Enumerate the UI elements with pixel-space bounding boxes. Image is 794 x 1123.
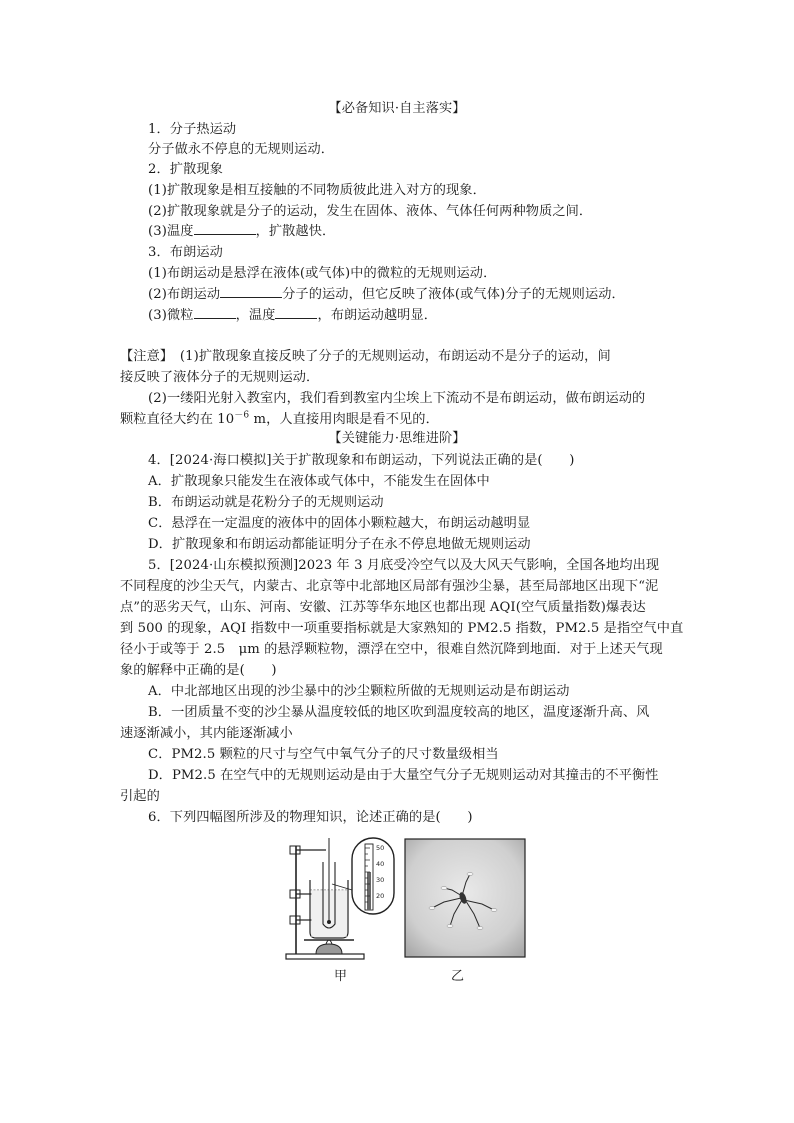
q5-option-a: A．中北部地区出现的沙尘暴中的沙尘颗粒所做的无规则运动是布朗运动	[148, 684, 570, 699]
q5-option-b-2: 速逐渐减小，其内能逐渐减小	[120, 726, 293, 741]
q6-stem: 6．下列四幅图所涉及的物理知识，论述正确的是( )	[148, 810, 473, 825]
q5-line-1: 5．[2024·山东模拟预测]2023 年 3 月底受冷空气以及大风天气影响，全国各地均出现	[148, 558, 660, 573]
fill-blank	[194, 222, 256, 235]
k2-item-3	[148, 222, 335, 242]
fill-blank	[220, 285, 282, 298]
q5-option-d-2: 引起的	[120, 789, 160, 804]
q4-option-a: A．扩散现象只能发生在液体或气体中，不能发生在固体中	[148, 474, 490, 489]
q5-line-4: 到 500 的现象，AQI 指数中一项重要指标就是大家熟知的 PM2.5 指数，PM2.5 是指空气中直	[120, 621, 684, 636]
k2-item-1: (1)扩散现象是相互接触的不同物质彼此进入对方的现象．	[148, 183, 486, 198]
k3-item-3	[148, 306, 437, 326]
q5-line-3: 点”的恶劣天气，山东、河南、安徽、江苏等华东地区也都出现 AQI(空气质量指数)爆表达	[120, 600, 646, 615]
figure-jia-label: 甲	[334, 969, 348, 984]
k3-item-1: (1)布朗运动是悬浮在液体(或气体)中的微粒的无规则运动．	[148, 266, 497, 281]
q5-option-d-1: D．PM2.5 在空气中的无规则运动是由于大量空气分子无规则运动对其撞击的不平衡性	[148, 768, 659, 783]
exponent: －6	[234, 410, 250, 421]
k1-body: 分子做永不停息的无规则运动．	[148, 142, 335, 157]
k3-item-2-post: 分子的运动，但它反映了液体(或气体)分子的无规则运动．	[282, 287, 625, 302]
note-line-2a: (2)一缕阳光射入教室内，我们看到教室内尘埃上下流动不是布朗运动，做布朗运动的	[148, 391, 646, 406]
k1-title: 1．分子热运动	[148, 122, 237, 137]
q5-option-b-1: B．一团质量不变的沙尘暴从温度较低的地区吹到温度较高的地区，温度逐渐升高、风	[148, 705, 650, 720]
note-line-2b-post: m，人直接用肉眼是看不见的．	[249, 412, 439, 427]
q4-option-b: B．布朗运动就是花粉分子的无规则运动	[148, 495, 384, 510]
note-line-2b-pre: 颗粒直径大约在 10	[120, 412, 235, 427]
thermo-tick-20: 20	[376, 892, 385, 900]
figure-yi-label: 乙	[451, 969, 465, 984]
k3-item-3-pre: (3)微粒	[148, 308, 194, 323]
q5-line-6: 象的解释中正确的是( )	[120, 663, 277, 678]
note-line-2b	[120, 410, 439, 430]
figure-jia-thermometer-apparatus	[282, 832, 402, 964]
note-line-1b: 接反映了液体分子的无规则运动．	[120, 370, 320, 385]
fill-blank	[194, 306, 236, 319]
thermo-tick-50: 50	[376, 844, 385, 852]
k2-item-3-post: ，扩散越快．	[255, 224, 336, 239]
q4-option-d: D．扩散现象和布朗运动都能证明分子在永不停息地做无规则运动	[148, 537, 531, 552]
section-title-ability: 【关键能力·思维进阶】	[328, 431, 466, 446]
k2-title: 2．扩散现象	[148, 162, 223, 177]
q5-line-2: 不同程度的沙尘天气，内蒙古、北京等中北部地区局部有强沙尘暴，甚至局部地区出现下“泥	[120, 579, 659, 594]
k3-title: 3．布朗运动	[148, 245, 223, 260]
q5-line-5: 径小于或等于 2.5 μm 的悬浮颗粒物，漂浮在空中，很难自然沉降到地面．对于上述天气现	[120, 642, 663, 657]
k3-item-2	[148, 285, 625, 305]
note-line-1a: 【注意】 (1)扩散现象直接反映了分子的无规则运动，布朗运动不是分子的运动，间	[120, 349, 611, 364]
figure-yi-water-surface-photo	[404, 838, 526, 958]
k2-item-3-pre: (3)温度	[148, 224, 194, 239]
section-title-knowledge: 【必备知识·自主落实】	[328, 101, 466, 116]
k3-item-2-pre: (2)布朗运动	[148, 287, 221, 302]
thermo-tick-30: 30	[376, 876, 385, 884]
q4-option-c: C．悬浮在一定温度的液体中的固体小颗粒越大，布朗运动越明显	[148, 516, 531, 531]
fill-blank	[275, 306, 317, 319]
k3-item-3-post: ，布朗运动越明显．	[317, 308, 438, 323]
k3-item-3-mid: ，温度	[235, 308, 276, 323]
k2-item-2: (2)扩散现象就是分子的运动，发生在固体、液体、气体任何两种物质之间．	[148, 204, 593, 219]
q5-option-c: C．PM2.5 颗粒的尺寸与空气中氧气分子的尺寸数量级相当	[148, 747, 499, 762]
thermo-tick-40: 40	[376, 860, 385, 868]
q4-stem: 4．[2024·海口模拟]关于扩散现象和布朗运动，下列说法正确的是( )	[148, 453, 575, 468]
